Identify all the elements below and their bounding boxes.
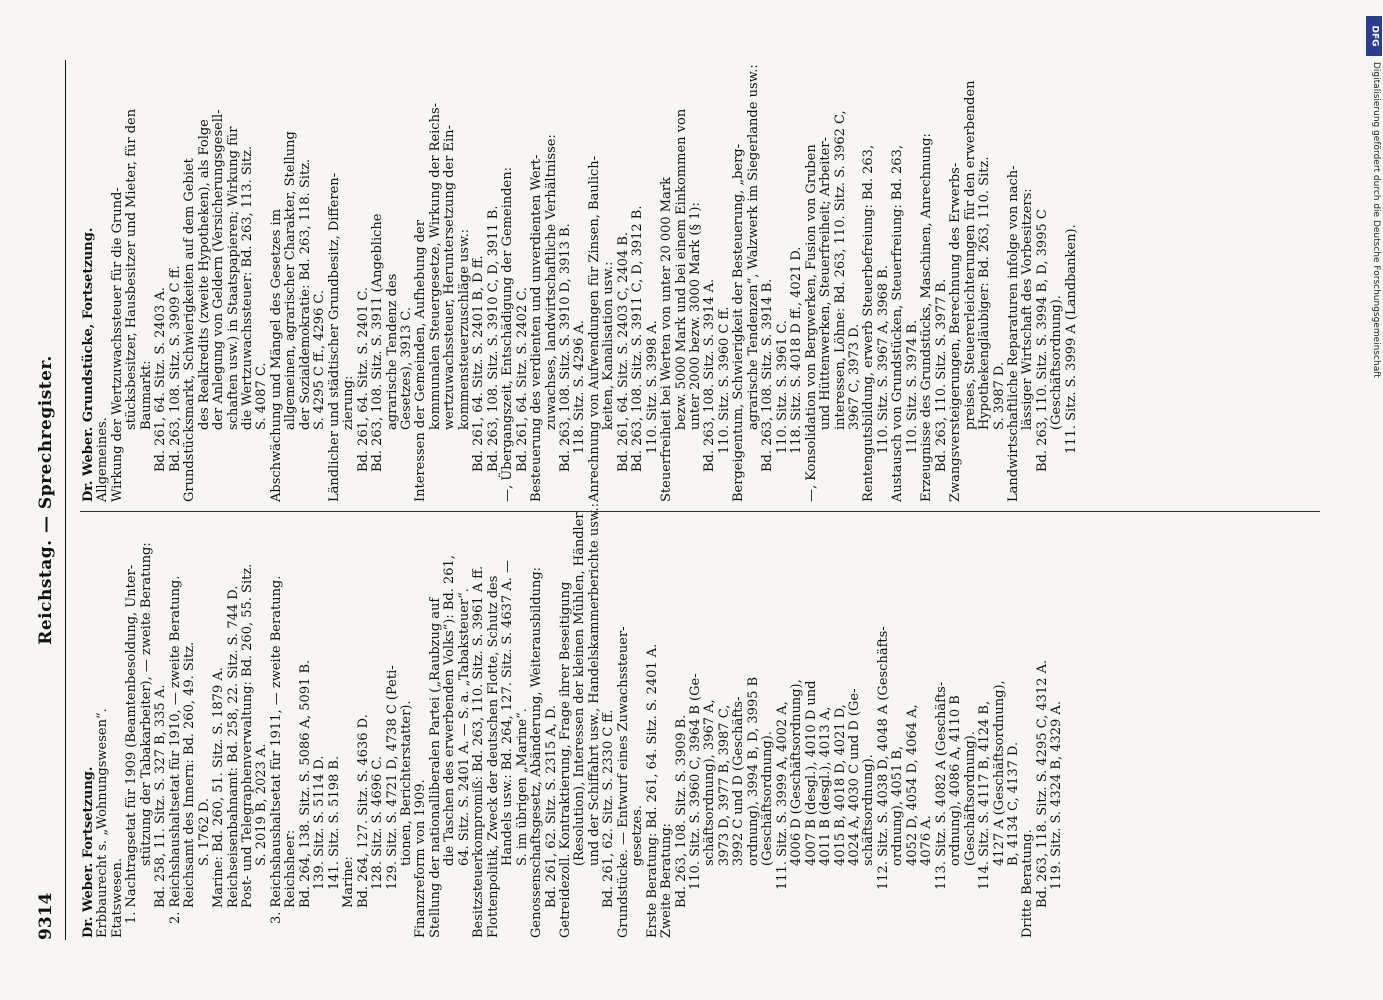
right-column-line: 3967 C, 3973 D. xyxy=(847,323,863,430)
left-column-line: schäftsordnung). xyxy=(861,754,877,866)
left-column-line: (Resolution), Interessen der kleinen Mühlen, Händler xyxy=(572,512,588,866)
left-column-line: (Geschäftsordnung). xyxy=(760,731,776,866)
left-column-line: Marine: Bd. 260, 51. Sitz. S. 1879 A. xyxy=(211,667,227,908)
left-column-line: Handels usw.: Bd. 264, 127. Sitz. S. 4637 A. — xyxy=(500,560,516,866)
right-column-line: zuwachses, landwirtschaftliche Verhältnisse: xyxy=(543,134,559,430)
right-column-line: Gesetzes), 3913 C. xyxy=(398,306,414,430)
page-number: 9314 xyxy=(36,892,56,940)
right-column-line: Bd. 263, 108. Sitz. S. 3914 B. xyxy=(760,278,776,472)
right-column-line: S. 3987 D. xyxy=(991,361,1007,430)
left-column-line: Getreidezoll. Kontraktierung, Frage ihrer Beseitigung xyxy=(557,581,573,938)
left-column-line: ordnung), 4051 B, xyxy=(890,745,906,866)
right-column-line: unter 2000 bezw. 3000 Mark (§ 1): xyxy=(688,202,704,430)
right-column-line: Bd. 261, 64. Sitz. S. 2402 C. xyxy=(514,287,530,472)
left-column-line: die Taschen des erwerbenden Volks“): Bd. 261, xyxy=(442,555,458,866)
right-column-line: (Geschäftsordnung). xyxy=(1049,295,1065,430)
left-column-line: 4006 D (Geschäftsordnung), xyxy=(789,679,805,866)
left-column-line: Flottenpolitik, Zweck der deutschen Flotte, Schutz des xyxy=(485,575,501,938)
left-column-line: Besitzsteuerkompromiß: Bd. 263, 110. Sitz. S. 3961 A ff. xyxy=(471,565,487,938)
left-column-line: Bd. 263, 118. Sitz. S. 4295 C, 4312 A. xyxy=(1034,659,1050,908)
left-column-line: stützung der Tabakarbeiter), — zweite Beratung: xyxy=(138,542,154,866)
right-column-line: des Realkredits (zweite Hypotheken), als Folge xyxy=(196,119,212,430)
left-column-line: Reichsheer: xyxy=(283,829,299,908)
left-column-line: 128. Sitz. S. 4696 C. xyxy=(370,755,386,890)
right-column-line: agrarische Tendenzen“, Walzwerk im Siegerlande usw.: xyxy=(745,64,761,430)
right-column-line: 110. Sitz. S. 3967 A, 3968 B. xyxy=(875,265,891,454)
right-column-line: Landwirtschaftliche Reparaturen infolge von nach- xyxy=(1006,165,1021,502)
right-column-line: Bd. 263, 110. Sitz. S. 3977 B. xyxy=(933,278,949,472)
right-column-line: Bd. 263, 108. Sitz. S. 3911 (Angebliche xyxy=(370,213,386,472)
right-column-line: bezw. 5000 Mark und bei einem Einkommen von xyxy=(673,108,689,430)
right-column-line: Abschwächung und Mängel des Gesetzes im xyxy=(268,208,284,502)
left-column-line: Etatswesen. xyxy=(109,857,125,938)
right-column-line: Ländlicher und städtischer Grundbesitz, Differen- xyxy=(326,172,342,502)
right-column xyxy=(82,62,1079,502)
left-column-line: Post- und Telegraphenverwaltung: Bd. 260, 55. Sitz. xyxy=(239,563,255,908)
right-column-line: interessen, Löhne: Bd. 263, 110. Sitz. S. 3962 C, xyxy=(832,110,848,430)
right-column-line: Bd. 263, 108. Sitz. S. 3910 D, 3913 B. xyxy=(557,223,573,472)
left-column-line: Dr. Weber. Fortsetzung. xyxy=(81,766,96,938)
left-column-line: S. 1762 D. xyxy=(196,797,212,866)
side-strip xyxy=(1366,10,1382,995)
left-column-line: 112. Sitz. S. 4038 D, 4048 A (Geschäfts- xyxy=(875,626,891,890)
page-header xyxy=(36,60,70,940)
column-divider xyxy=(80,511,1320,512)
right-column-line: Bd. 263, 108. Sitz. S. 3911 C, D, 3912 B. xyxy=(630,205,646,472)
right-column-line: —, Übergangszeit, Entschädigung der Gemeinden: xyxy=(500,167,516,502)
left-column-line: schäftsordnung), 3967 A, xyxy=(702,699,718,866)
right-column-line: Bergeigentum, Schwierigkeit der Besteuerung, „berg- xyxy=(731,143,747,502)
right-column-line: Steuerfreiheit bei Werten von unter 20 000 Mark xyxy=(659,177,675,502)
header-rule xyxy=(65,60,66,940)
right-column-line: zierung: xyxy=(341,375,357,430)
dfg-logo-text: DFG xyxy=(1369,25,1380,47)
right-column-line: Erzeugnisse des Grundstücks, Maschinen, Anrechnung: xyxy=(919,133,935,502)
right-column-line: Wirkung der Wertzuwachssteuer für die Grund- xyxy=(109,187,125,502)
left-column-line: Bd. 264, 127. Sitz. S. 4636 D. xyxy=(355,714,371,908)
left-column-line: Bd. 261, 62. Sitz. S. 2330 C ff. xyxy=(601,709,617,908)
right-column-line: Grundstücksmarkt, Schwierigkeiten auf dem Gebiet xyxy=(182,158,198,502)
right-column-line: Rentengutsbildung, erwerb Steuerbefreiung: Bd. 263, xyxy=(861,144,877,502)
left-column-line: 4007 B (desgl.), 4010 D und xyxy=(803,680,819,866)
right-column-line: Bd. 261, 64. Sitz. S. 2403 C, 2404 B. xyxy=(615,232,631,472)
left-column-line: Reichseisenbahnamt: Bd. 258, 22. Sitz. S. 744 D. xyxy=(225,585,241,908)
left-column-line: tionen, Berichterstatter). xyxy=(398,700,414,866)
left-column-line: Bd. 261, 62. Sitz. S. 2315 A, D. xyxy=(543,704,559,908)
right-column-line: —, Konsolidation von Bergwerken, Fusion von Gruben xyxy=(803,144,819,502)
right-column-line: S. 4295 C ff., 4296 C. xyxy=(312,289,328,430)
right-column-line: Interessen der Gemeinden, Aufhebung der xyxy=(413,220,429,502)
left-column-line: Bd. 258, 11. Sitz. S. 327 B, 335 A. xyxy=(153,684,169,908)
left-column-line: 4015 B, 4018 D, 4021 D, xyxy=(832,704,848,866)
left-column-line: 2. Reichshaushaltsetat für 1910, — zweite Beratung. xyxy=(167,575,183,924)
left-column-line: Dritte Beratung. xyxy=(1020,829,1036,938)
right-column-line: Austausch von Grundstücken, Steuerfreiung: Bd. 263, xyxy=(890,145,906,502)
right-column-line: Bd. 263, 108. Sitz. S. 3914 A. xyxy=(702,278,718,472)
left-column-line: Bd. 263, 108. Sitz. S. 3909 B. xyxy=(673,714,689,908)
left-column-line: 141. Sitz. S. 5198 B. xyxy=(326,755,342,890)
right-column-line: Bd. 261, 64. Sitz. S. 2403 A. xyxy=(153,287,169,472)
left-column-line: 3. Reichshaushaltsetat für 1911, — zweite Beratung. xyxy=(268,575,284,924)
left-column-line: 4052 D, 4054 D, 4064 A, xyxy=(904,704,920,866)
left-column-line: 129. Sitz. S. 4721 D, 4738 C (Peti- xyxy=(384,665,400,890)
right-column-line: Baumarkt: xyxy=(138,360,154,430)
left-column-line: Erbbaurecht s. „Wohnungswesen“. xyxy=(95,708,111,938)
left-column-line: Grundstücke. — Entwurf eines Zuwachssteuer- xyxy=(615,626,631,938)
right-column-line: und Hüttenwerken, Steuerfreiheit; Arbeiter- xyxy=(818,137,834,430)
left-column-line: 111. Sitz. S. 3999 A, 4002 A, xyxy=(774,701,790,890)
right-column-line: kommensteuerzuschläge usw.: xyxy=(456,228,472,430)
right-column-line: 118. Sitz. S. 4296 A. xyxy=(572,320,588,454)
right-column-line: wertzuwachssteuer, Heruntersetzung der Ein- xyxy=(442,125,458,430)
left-column-line: 110. Sitz. S. 3960 C, 3964 B (Ge- xyxy=(688,673,704,890)
right-column-line: Bd. 263, 110. Sitz. S. 3994 B, D, 3995 C xyxy=(1034,209,1050,472)
right-column-line: allgemeinen, agrarischer Charakter, Stellung xyxy=(283,131,299,430)
right-column-line: 110. Sitz. S. 3961 C. xyxy=(774,319,790,454)
left-column-line: 113. Sitz. S. 4082 A (Geschäfts- xyxy=(933,681,949,890)
right-column-line: der Sozialdemokratie: Bd. 263, 118. Sitz. xyxy=(297,158,313,430)
right-column-line: Allgemeines. xyxy=(95,417,111,502)
left-column-line: 1. Nachtragsetat für 1909 (Beamtenbesoldung, Unter- xyxy=(124,564,140,924)
right-column-line: lässiger Wirtschaft des Vorbesitzers: xyxy=(1020,188,1036,430)
left-column-line: 119. Sitz. S. 4324 B, 4329 A. xyxy=(1049,701,1065,890)
right-column-line: Hypothekengläubiger: Bd. 263, 110. Sitz. xyxy=(977,156,993,430)
dfg-logo xyxy=(1366,16,1382,56)
digitization-credit: Digitalisierung gefördert durch die Deutsche Forschungsgemeinschaft xyxy=(1371,62,1381,378)
left-column-line: 114. Sitz. S. 4117 B, 4124 B, xyxy=(977,700,993,890)
right-column-line: 110. Sitz. S. 3974 B. xyxy=(904,319,920,454)
left-column-line: S. 2019 B, 2023 A. xyxy=(254,743,270,866)
left-column-line: Zweite Beratung: xyxy=(659,823,675,938)
left-column-line: 4127 A (Geschäftsordnung), xyxy=(991,680,1007,866)
running-title: Reichstag. — Sprechregister. xyxy=(36,355,56,645)
right-column-line: 110. Sitz. S. 3998 A. xyxy=(644,320,660,454)
right-column-line: keiten, Kanalisation usw.: xyxy=(601,261,617,430)
right-column-line: schaften usw.) in Staatspapieren; Wirkung für xyxy=(225,126,241,430)
left-column-line: 3973 D, 3977 B, 3987 C, xyxy=(716,704,732,866)
right-column-line: stücksbesitzer, Hausbesitzer und Mieter, für den xyxy=(124,108,140,430)
right-column-line: Anrechnung von Aufwendungen für Zinsen, Baulich- xyxy=(586,155,602,502)
left-column-line: (Geschäftsordnung). xyxy=(962,731,978,866)
right-column-line: Bd. 263, 108. Sitz. S. 3910 C, D, 3911 B. xyxy=(485,205,501,472)
left-column-line: 64. Sitz. S. 2401 A. — S. a. „Tabaksteuer“. xyxy=(456,588,472,866)
left-column-line: 139. Sitz. S. 5114 D. xyxy=(312,755,328,890)
left-column-line: ordnung), 3994 B, D, 3995 B xyxy=(745,676,761,866)
left-column-line: 4011 B (desgl.), 4013 A, xyxy=(818,706,834,866)
left-column-line: gesetzes. xyxy=(630,805,646,866)
left-column-line: 3992 C und D (Geschäfts- xyxy=(731,696,747,866)
right-column-line: Bd. 263, 108. Sitz. S. 3909 C ff. xyxy=(167,265,183,472)
right-column-line: der Anlegung von Geldern (Versicherungsgesell- xyxy=(211,109,227,430)
left-column xyxy=(81,503,1065,938)
right-column-line: preises, Steuererleichterungen für den erwerbenden xyxy=(962,80,978,430)
right-column-line: 118. Sitz. S. 4018 D ff., 4021 D. xyxy=(789,246,805,454)
right-column-line: agrarische Tendenz des xyxy=(384,273,400,430)
right-column-line: Zwangsversteigerungen, Berechnung des Erwerbs- xyxy=(948,162,964,502)
left-column-line: Genossenschaftsgesetz, Abänderung, Weiterausbildung: xyxy=(529,566,545,938)
left-column-line: Reichsamt des Innern: Bd. 260, 49. Sitz. xyxy=(182,641,198,908)
left-column-line: Finanzreform von 1909. xyxy=(413,779,429,938)
right-column-line: kommunalen Steuergesetze, Wirkung der Reichs- xyxy=(427,102,443,430)
right-column-line: S. 4087 C. xyxy=(254,362,270,430)
left-column-line: B, 4134 C, 4137 D. xyxy=(1006,741,1021,866)
right-column-line: Bd. 261, 64. Sitz. S. 2401 B, D ff. xyxy=(471,255,487,472)
right-column-line: Besteuerung des verdienten und unverdienten Wert- xyxy=(529,154,545,502)
left-column-line: Bd. 264, 138. Sitz. S. 5086 A, 5091 B. xyxy=(297,659,313,908)
left-column-line: Stellung der nationalliberalen Partei („Raubzug auf xyxy=(427,597,443,938)
left-column-line: 4024 A, 4030 C und D (Ge- xyxy=(847,688,863,866)
left-column-line: Erste Beratung: Bd. 261, 64. Sitz. S. 2401 A. xyxy=(644,643,660,938)
left-column-line: und der Schiffahrt usw., Handelskammerberichte usw.: xyxy=(586,503,602,866)
left-column-line: Marine: xyxy=(341,856,357,908)
left-column-line: 4076 A. xyxy=(919,815,935,866)
right-column-line: 110. Sitz. S. 3960 C ff. xyxy=(716,306,732,454)
right-column-line: Dr. Weber. Grundstücke, Fortsetzung. xyxy=(81,227,96,502)
right-column-line: Bd. 261, 64. Sitz. S. 2401 C. xyxy=(355,287,371,472)
right-column-line: 111. Sitz. S. 3999 A (Landbanken). xyxy=(1063,224,1079,454)
right-column-line: die Wertzuwachssteuer: Bd. 263, 113. Sitz. xyxy=(239,145,255,430)
left-column-line: S. im übrigen „Marine“. xyxy=(514,708,530,866)
left-column-line: ordnung), 4086 A, 4110 B xyxy=(948,695,964,866)
